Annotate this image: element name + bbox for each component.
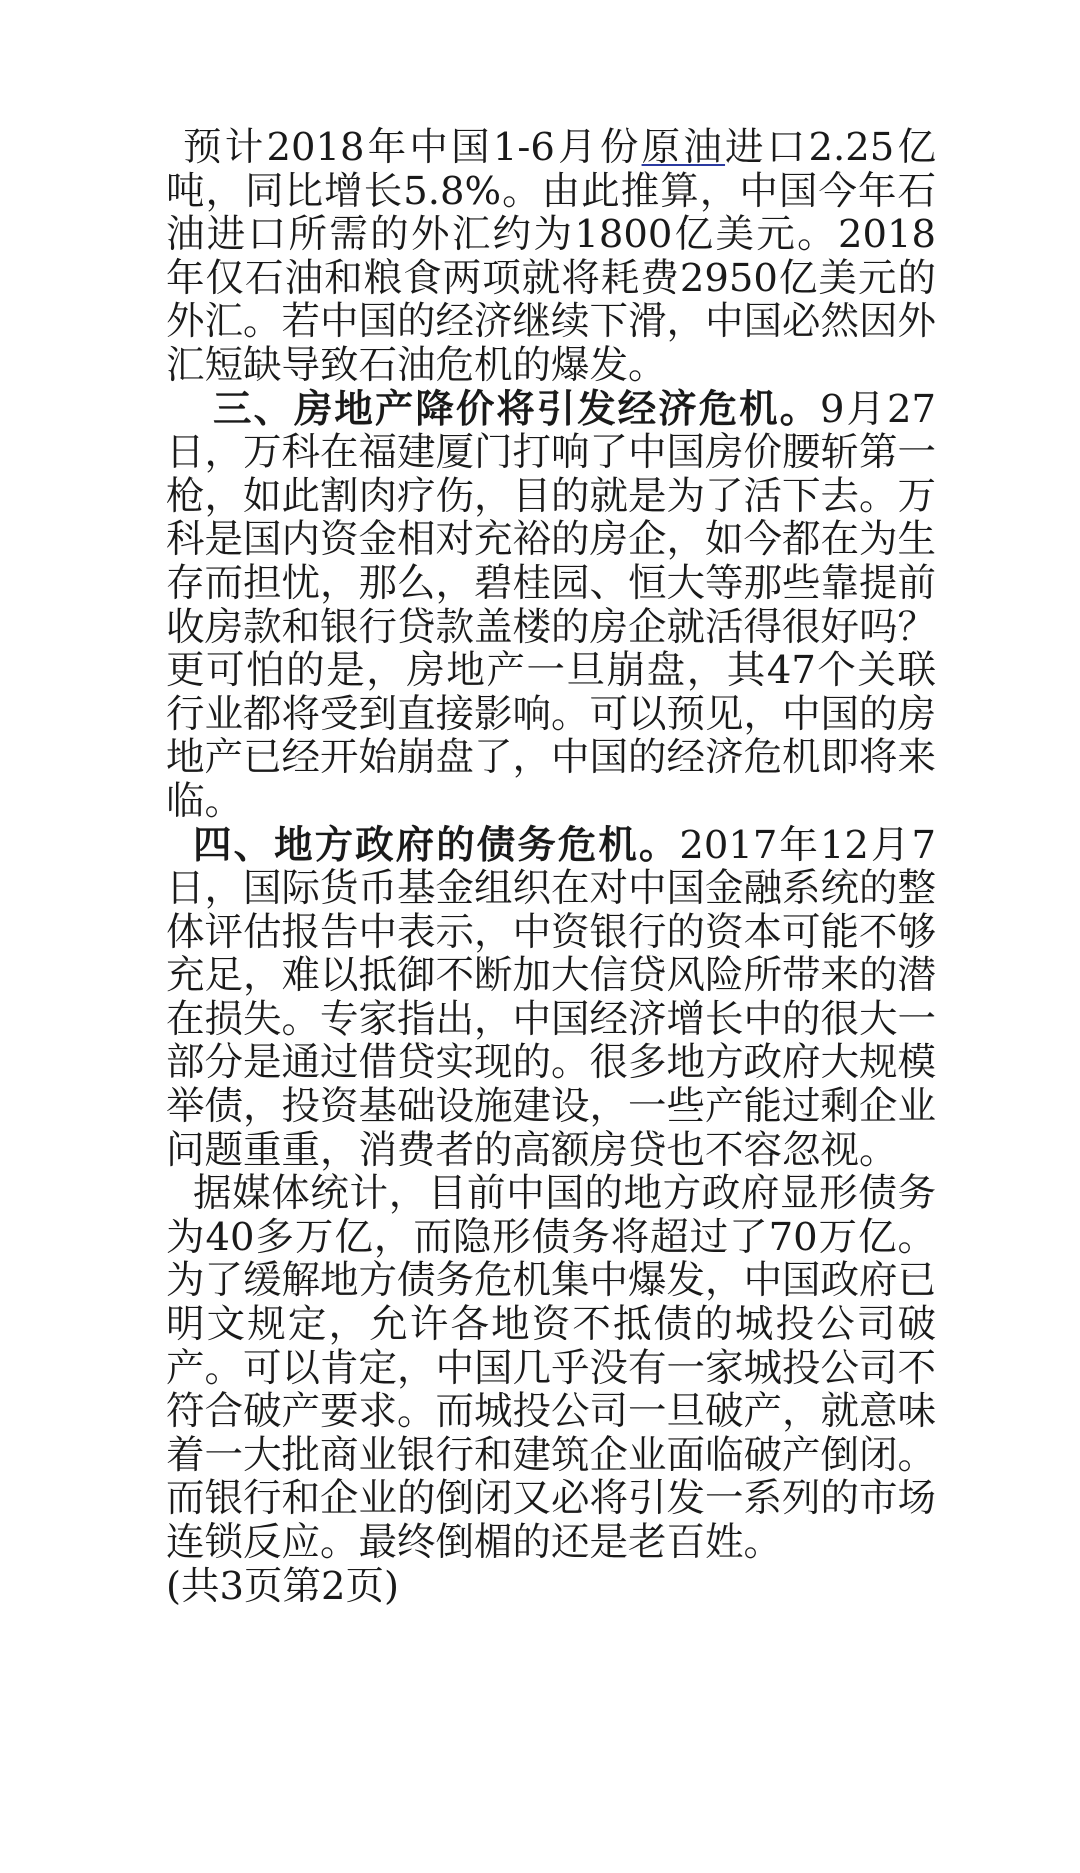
paragraph-text: 预计2018年中国1-6月份 [183, 125, 642, 170]
document-page [166, 126, 936, 1608]
paragraph-text: 据媒体统计，目前中国的地方政府显形债务为40多万亿，而隐形债务将超过了70万亿。为了缓解地方债务危机集中爆发，中国政府已明文规定，允许各地资不抵债的城投公司破产。可以肯定，中国几乎没有一家城投公司不符合破产要求。而城投公司一旦破产，就意味着一大批商业银行和建筑企业面临破产倒闭。而银行和企业的倒闭又必将引发一系列的市场连锁反应。最终倒楣的还是老百姓。 [166, 1171, 937, 1565]
section-heading-local-debt: 四、地方政府的债务危机。 [193, 822, 680, 868]
crude-oil-link[interactable]: 原油 [641, 125, 726, 170]
paragraph-text: 2017年12月7日，国际货币基金组织在对中国金融系统的整体评估报告中表示，中资银行的资本可能不够充足，难以抵御不断加大信贷风险所带来的潜在损失。专家指出，中国经济增长中的很大一部分是通过借贷实现的。很多地方政府大规模举债，投资基础设施建设，一些产能过剩企业问题重重，消费者的高额房贷也不容忽视。 [166, 822, 937, 1173]
paragraph-oil-imports [166, 126, 936, 388]
paragraph-local-debt [166, 824, 936, 1173]
paragraph-real-estate [166, 388, 936, 824]
paragraph-hidden-debt [166, 1172, 936, 1564]
page-indicator: (共3页第2页) [166, 1563, 400, 1609]
section-heading-real-estate: 三、房地产降价将引发经济危机。 [213, 386, 821, 432]
paragraph-text: 9月27日，万科在福建厦门打响了中国房价腰斩第一枪，如此割肉疗伤，目的就是为了活下去。万科是国内资金相对充裕的房企，如今都在为生存而担忧，那么，碧桂园、恒大等那些靠提前收房款和银行贷款盖楼的房企就活得很好吗？更可怕的是，房地产一旦崩盘，其47个关联行业都将受到直接影响。可以预见，中国的房地产已经开始崩盘了，中国的经济危机即将来临。 [166, 386, 937, 824]
paragraph-text: 进口2.25亿吨，同比增长5.8%。由此推算，中国今年石油进口所需的外汇约为1800亿美元。2018年仅石油和粮食两项就将耗费2950亿美元的外汇。若中国的经济继续下滑，中国必然因外汇短缺导致石油危机的爆发。 [166, 125, 937, 388]
